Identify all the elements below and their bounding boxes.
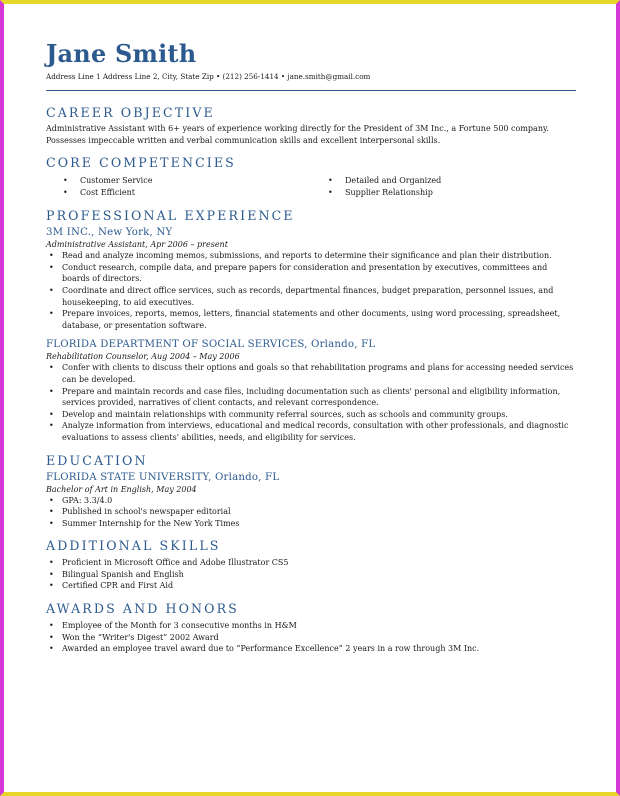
section-heading: AWARDS AND HONORS [46, 601, 239, 617]
job-entry [46, 338, 576, 443]
additional-skills-section [46, 538, 576, 592]
list-item: • Certified CPR and First Aid [46, 580, 576, 592]
education-section [46, 453, 576, 530]
list-item: • Prepare and maintain records and case files, including documentation such as clients' personal and eligibility information, services provided, narratives of client contacts, and relevant correspondence. [46, 386, 576, 409]
role-line: Rehabilitation Counselor, Aug 2004 – May 2006 [46, 352, 240, 362]
list-item: • GPA: 3.3/4.0 [46, 495, 576, 507]
list-item: • Won the “Writer's Digest” 2002 Award [46, 632, 576, 644]
job-entry [46, 226, 576, 331]
section-heading: EDUCATION [46, 452, 148, 468]
core-competencies-section [46, 155, 576, 199]
list-item: • Published in school's newspaper editorial [46, 506, 576, 518]
competencies-left-column [46, 175, 311, 199]
competencies-grid [46, 175, 576, 199]
list-item: • Analyze information from interviews, educational and medical records, consultation with other professionals, and diagnostic evaluations to assess clients' abilities, needs, and eligibility for services. [46, 420, 576, 443]
skills-bullets [46, 557, 576, 592]
candidate-name: Jane Smith [46, 39, 197, 68]
resume-page [46, 40, 576, 664]
competencies-right-column [311, 175, 576, 199]
awards-bullets [46, 620, 576, 655]
list-item: • Proficient in Microsoft Office and Adobe Illustrator CS5 [46, 557, 576, 569]
degree-line: Bachelor of Art in English, May 2004 [46, 484, 197, 494]
list-item: • Develop and maintain relationships with community referral sources, such as schools and community groups. [46, 409, 576, 421]
school-title: FLORIDA STATE UNIVERSITY, Orlando, FL [46, 471, 280, 483]
list-item: • Coordinate and direct office services, such as records, departmental finances, budget preparation, personnel issues, and housekeeping, to aid executives. [46, 285, 576, 308]
list-item: • Awarded an employee travel award due to “Performance Excellence” 2 years in a row through 3M Inc. [46, 643, 576, 655]
list-item: • Detailed and Organized [311, 175, 576, 187]
job-bullets [46, 250, 576, 331]
role-line: Administrative Assistant, Apr 2006 – present [46, 240, 228, 250]
career-objective-section [46, 105, 576, 146]
section-heading: CAREER OBJECTIVE [46, 105, 215, 120]
section-heading: ADDITIONAL SKILLS [46, 538, 221, 554]
list-item: • Cost Efficient [46, 187, 311, 199]
list-item: • Read and analyze incoming memos, submissions, and reports to determine their significance and plan their distribution. [46, 250, 576, 262]
employer-title: 3M INC., New York, NY [46, 227, 173, 239]
education-bullets [46, 495, 576, 530]
list-item: • Supplier Relationship [311, 187, 576, 199]
list-item: • Conduct research, compile data, and prepare papers for consideration and presentation by executives, committees and boards of directors. [46, 262, 576, 285]
contact-line: Address Line 1 Address Line 2, City, State Zip • (212) 256-1414 • jane.smith@gmail.com [46, 72, 371, 81]
job-bullets [46, 362, 576, 443]
list-item: • Customer Service [46, 175, 311, 187]
list-item: • Bilingual Spanish and English [46, 569, 576, 581]
professional-experience-section [46, 208, 576, 443]
section-heading: PROFESSIONAL EXPERIENCE [46, 208, 295, 224]
list-item: • Summer Internship for the New York Times [46, 518, 576, 530]
list-item: • Prepare invoices, reports, memos, letters, financial statements and other documents, using word processing, spreadsheet, database, or presentation software. [46, 308, 576, 331]
section-heading: CORE COMPETENCIES [46, 155, 236, 171]
awards-section [46, 601, 576, 655]
header-divider [46, 90, 576, 91]
objective-text: Administrative Assistant with 6+ years of experience working directly for the President of 3M Inc., a Fortune 500 company. Possesses impeccable written and verbal communication skills and excellent interpersonal skills. [46, 124, 549, 145]
list-item: • Employee of the Month for 3 consecutive months in H&M [46, 620, 576, 632]
list-item: • Confer with clients to discuss their options and goals so that rehabilitation programs and plans for accessing needed services can be developed. [46, 362, 576, 385]
employer-title: FLORIDA DEPARTMENT OF SOCIAL SERVICES, Orlando, FL [46, 339, 376, 351]
